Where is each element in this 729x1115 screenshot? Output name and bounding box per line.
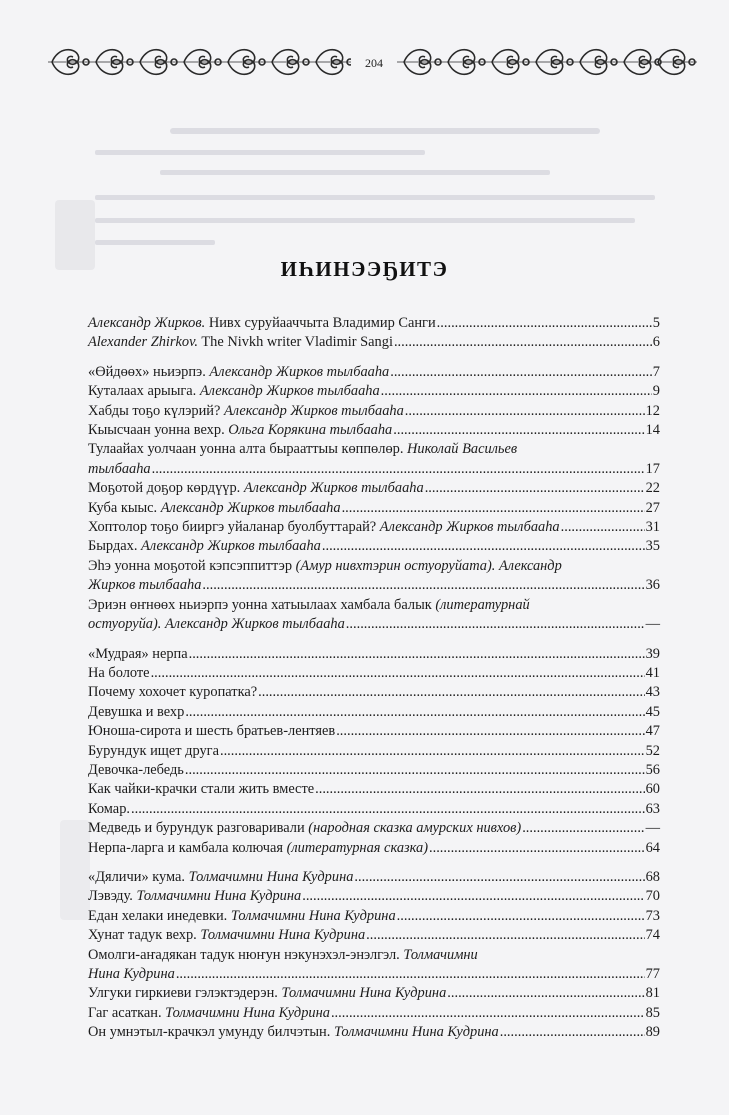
- toc-entry-continuation: Жирков тылбааһа: [88, 577, 202, 594]
- toc-entry: [88, 314, 660, 333]
- toc-entry: [88, 946, 660, 985]
- toc-entry: [88, 1004, 660, 1023]
- toc-entry: [88, 819, 660, 838]
- leader-dots: [185, 703, 644, 722]
- page-number: 204: [351, 54, 397, 72]
- toc-entry-subtitle: Толмачимни Нина Кудрина: [230, 907, 396, 924]
- toc-page-number: 7: [652, 363, 660, 380]
- leader-dots: [152, 460, 645, 479]
- toc-entry-subtitle: Ольга Корякина тылбааһа: [228, 422, 393, 439]
- leader-dots: [258, 683, 644, 702]
- toc-entry: [88, 800, 660, 819]
- toc-entry: [88, 683, 660, 702]
- page-title: ИҺИНЭЭҔИТЭ: [280, 257, 449, 281]
- toc-entry: [88, 421, 660, 440]
- toc-entry: [88, 984, 660, 1003]
- toc-page-number: 22: [645, 480, 660, 497]
- toc-entry-subtitle: Нивх суруйааччыта Владимир Санги: [205, 315, 436, 331]
- toc-entry: [88, 479, 660, 498]
- toc-page-number: 63: [645, 800, 660, 817]
- toc-entry: [88, 382, 660, 401]
- leader-dots: [366, 926, 644, 945]
- toc-entry-subtitle: Толмачимни Нина Кудрина: [188, 868, 354, 885]
- toc-entry-title: Тулаайах уолчаан уонна алта бырааттыы көппөлөр.: [88, 441, 408, 458]
- leader-dots: [393, 421, 644, 440]
- toc-entry-subtitle: Александр Жирков тылбааһа: [199, 383, 380, 400]
- toc-entry-first-line: [88, 440, 660, 459]
- group-spacer: [88, 353, 660, 363]
- toc-entry-continuation: тылбааһа: [88, 460, 151, 477]
- toc-page-number: 5: [652, 315, 660, 331]
- toc-entry-title: Девушка и вехр: [88, 703, 185, 720]
- toc-entry-title: Бурундук ищет друга: [88, 742, 219, 759]
- toc-entry-subtitle: Александр Жирков тылбааһа: [243, 480, 424, 497]
- toc-entry-subtitle: (литературная сказка): [286, 839, 428, 856]
- toc-entry-subtitle: The Nivkh writer Vladimir Sangi: [198, 334, 393, 351]
- toc-page-number: 9: [652, 383, 660, 400]
- toc-entry: [88, 868, 660, 887]
- leader-dots: [151, 664, 645, 683]
- toc-page-number: —: [645, 616, 660, 633]
- toc-entry-title: Хабды тоҕо күлэрий?: [88, 402, 224, 419]
- toc-entry-first-line: [88, 946, 660, 965]
- toc-entry: [88, 363, 660, 382]
- toc-entry-translator: Толмачимни: [403, 946, 478, 963]
- toc-page-number: 70: [645, 888, 660, 905]
- toc-entry-title: Он умнэтыл-крачкэл умунду билчэтын.: [88, 1024, 334, 1041]
- toc-page-number: —: [645, 820, 660, 837]
- toc-entry: [88, 722, 660, 741]
- leader-dots: [346, 615, 645, 634]
- toc-entry: [88, 402, 660, 421]
- toc-entry-subtitle: (народная сказка амурских нивхов): [308, 820, 522, 837]
- leader-dots: [331, 1004, 645, 1023]
- toc-entry-title: Омолги-аҥадякан тадук нюҥун нэкунэхэл-энэлгэл.: [88, 946, 404, 963]
- leader-dots: [202, 576, 644, 595]
- toc-entry-title: Как чайки-крачки стали жить вместе: [88, 781, 315, 798]
- toc-page-number: 47: [645, 723, 660, 740]
- toc-entry: [88, 333, 660, 352]
- toc-entry-title: Куба кыыс.: [88, 499, 161, 516]
- toc-entry-subtitle: Толмачимни Нина Кудрина: [200, 927, 366, 944]
- toc-page-number: 56: [645, 761, 660, 778]
- toc-entry-title: Alexander Zhirkov.: [88, 334, 199, 351]
- toc-entry-subtitle: Александр Жирков тылбааһа: [160, 499, 341, 516]
- toc-page-number: 85: [645, 1004, 660, 1021]
- toc-entry-subtitle: Толмачимни Нина Кудрина: [165, 1004, 330, 1021]
- toc-entry-title: «Өйдөөх» ньиэрпэ.: [88, 363, 210, 380]
- toc-entry-title: Эриэн өҥнөөх ньиэрпэ уонна хатыылаах хамбала балык: [88, 596, 436, 613]
- toc-entry-first-line: [88, 557, 660, 576]
- leader-dots: [381, 382, 652, 401]
- toc-page-number: 31: [645, 519, 660, 536]
- toc-page-number: 14: [645, 422, 660, 439]
- toc-entry-title: Хунат тадук вехр.: [88, 927, 201, 944]
- toc-entry-title: На болоте: [88, 664, 150, 681]
- leader-dots: [302, 887, 644, 906]
- toc-entry-title: Кыысчаан уонна вехр.: [88, 422, 229, 439]
- toc-entry: [88, 645, 660, 664]
- toc-page-number: 39: [645, 645, 660, 662]
- toc-entry: [88, 499, 660, 518]
- leader-dots: [397, 907, 645, 926]
- leader-dots: [176, 965, 645, 984]
- toc-entry: [88, 907, 660, 926]
- toc-entry-title: Девочка-лебедь: [88, 761, 184, 778]
- toc-entry: [88, 780, 660, 799]
- toc-entry-title: Александр Жирков.: [88, 315, 206, 331]
- toc-page-number: 35: [645, 538, 660, 555]
- toc-entry-title: Улгуки гиркиеви гэлэктэдерэн.: [88, 985, 282, 1002]
- toc-entry-subtitle: Александр Жирков тылбааһа: [223, 402, 404, 419]
- leader-dots: [425, 479, 645, 498]
- leader-dots: [447, 984, 644, 1003]
- toc-entry-subtitle: Толмачимни Нина Кудрина: [136, 888, 302, 905]
- table-of-contents: [88, 314, 660, 1043]
- toc-page-number: 74: [645, 927, 660, 944]
- toc-page-number: 45: [645, 703, 660, 720]
- toc-entry-subtitle: Александр Жирков тылбааһа: [209, 363, 390, 380]
- toc-entry-title: «Дяличи» кума.: [88, 868, 189, 885]
- leader-dots: [354, 868, 644, 887]
- toc-page-number: 77: [645, 966, 660, 982]
- toc-entry: [88, 596, 660, 635]
- toc-page-number: 52: [645, 742, 660, 759]
- toc-entry-translator: (литературнай: [435, 596, 530, 613]
- toc-entry-first-line: [88, 596, 660, 615]
- toc-page-number: 17: [645, 460, 660, 477]
- toc-entry: [88, 518, 660, 537]
- leader-dots: [522, 819, 644, 838]
- toc-entry-title: Хоптолор тоҕо бииргэ уйаланар буолбуттарай?: [88, 519, 380, 536]
- leader-dots: [220, 742, 645, 761]
- leader-dots: [315, 780, 644, 799]
- leader-dots: [185, 761, 645, 780]
- leader-dots: [342, 499, 645, 518]
- toc-entry-continuation: остуоруйа). Александр Жирков тылбааһа: [88, 616, 345, 633]
- leader-dots: [131, 800, 645, 819]
- toc-entry-title: Моҕотой доҕор көрдүүр.: [88, 480, 244, 497]
- toc-entry-title: Бырдах.: [88, 538, 142, 555]
- toc-entry: [88, 440, 660, 479]
- toc-entry-continuation: Нина Кудрина: [88, 966, 175, 982]
- toc-entry: [88, 1023, 660, 1042]
- toc-entry-title: Юноша-сирота и шесть братьев-лентяев: [88, 723, 336, 740]
- toc-page-number: 60: [645, 781, 660, 798]
- toc-page-number: 68: [645, 868, 660, 885]
- toc-entry: [88, 703, 660, 722]
- toc-entry: [88, 664, 660, 683]
- toc-entry-subtitle: Александр Жирков тылбааһа: [379, 519, 560, 536]
- toc-entry: [88, 761, 660, 780]
- leader-dots: [189, 645, 645, 664]
- toc-entry-title: Лэвэду.: [88, 888, 137, 905]
- toc-page-number: 36: [645, 577, 660, 594]
- toc-entry: [88, 537, 660, 556]
- toc-page-number: 73: [645, 907, 660, 924]
- leader-dots: [429, 839, 645, 858]
- toc-entry-title: Куталаах арыыга.: [88, 383, 200, 400]
- toc-entry-subtitle: Толмачимни Нина Кудрина: [281, 985, 447, 1002]
- toc-entry-title: Эһэ уонна моҕотой кэпсэппиттэр: [88, 557, 296, 574]
- toc-entry: [88, 839, 660, 858]
- toc-entry-translator: (Амур нивхтэрин остуоруйата). Александр: [295, 557, 562, 574]
- toc-entry: [88, 926, 660, 945]
- toc-entry: [88, 887, 660, 906]
- toc-page-number: 81: [645, 985, 660, 1002]
- toc-entry: [88, 742, 660, 761]
- toc-entry-title: Медведь и бурундук разговаривали: [88, 820, 309, 837]
- toc-page-number: 64: [645, 839, 660, 856]
- toc-page-number: 43: [645, 684, 660, 701]
- toc-entry-subtitle: Толмачимни Нина Кудрина: [333, 1024, 499, 1041]
- toc-page-number: 89: [645, 1024, 660, 1041]
- toc-page-number: 27: [645, 499, 660, 516]
- leader-dots: [405, 402, 645, 421]
- leader-dots: [561, 518, 645, 537]
- group-spacer: [88, 635, 660, 645]
- toc-entry: [88, 557, 660, 596]
- leader-dots: [336, 722, 644, 741]
- toc-entry-title: Комар.: [88, 800, 130, 817]
- leader-dots: [437, 314, 652, 333]
- toc-entry-title: Почему хохочет куропатка?: [88, 684, 258, 701]
- toc-page-number: 41: [645, 664, 660, 681]
- leader-dots: [500, 1023, 645, 1042]
- toc-page-number: 6: [652, 334, 660, 351]
- leader-dots: [322, 537, 645, 556]
- leader-dots: [390, 363, 652, 382]
- toc-page-number: 12: [645, 402, 660, 419]
- group-spacer: [88, 858, 660, 868]
- leader-dots: [394, 333, 652, 352]
- toc-entry-title: Едан хелаки инедевки.: [88, 907, 231, 924]
- toc-entry-translator: Николай Васильев: [407, 441, 518, 458]
- toc-entry-subtitle: Александр Жирков тылбааһа: [141, 538, 321, 555]
- toc-entry-title: «Мудрая» нерпа: [88, 645, 188, 662]
- toc-entry-title: Нерпа-ларга и камбала колючая: [88, 839, 287, 856]
- toc-entry-title: Гаг асаткан.: [88, 1004, 166, 1021]
